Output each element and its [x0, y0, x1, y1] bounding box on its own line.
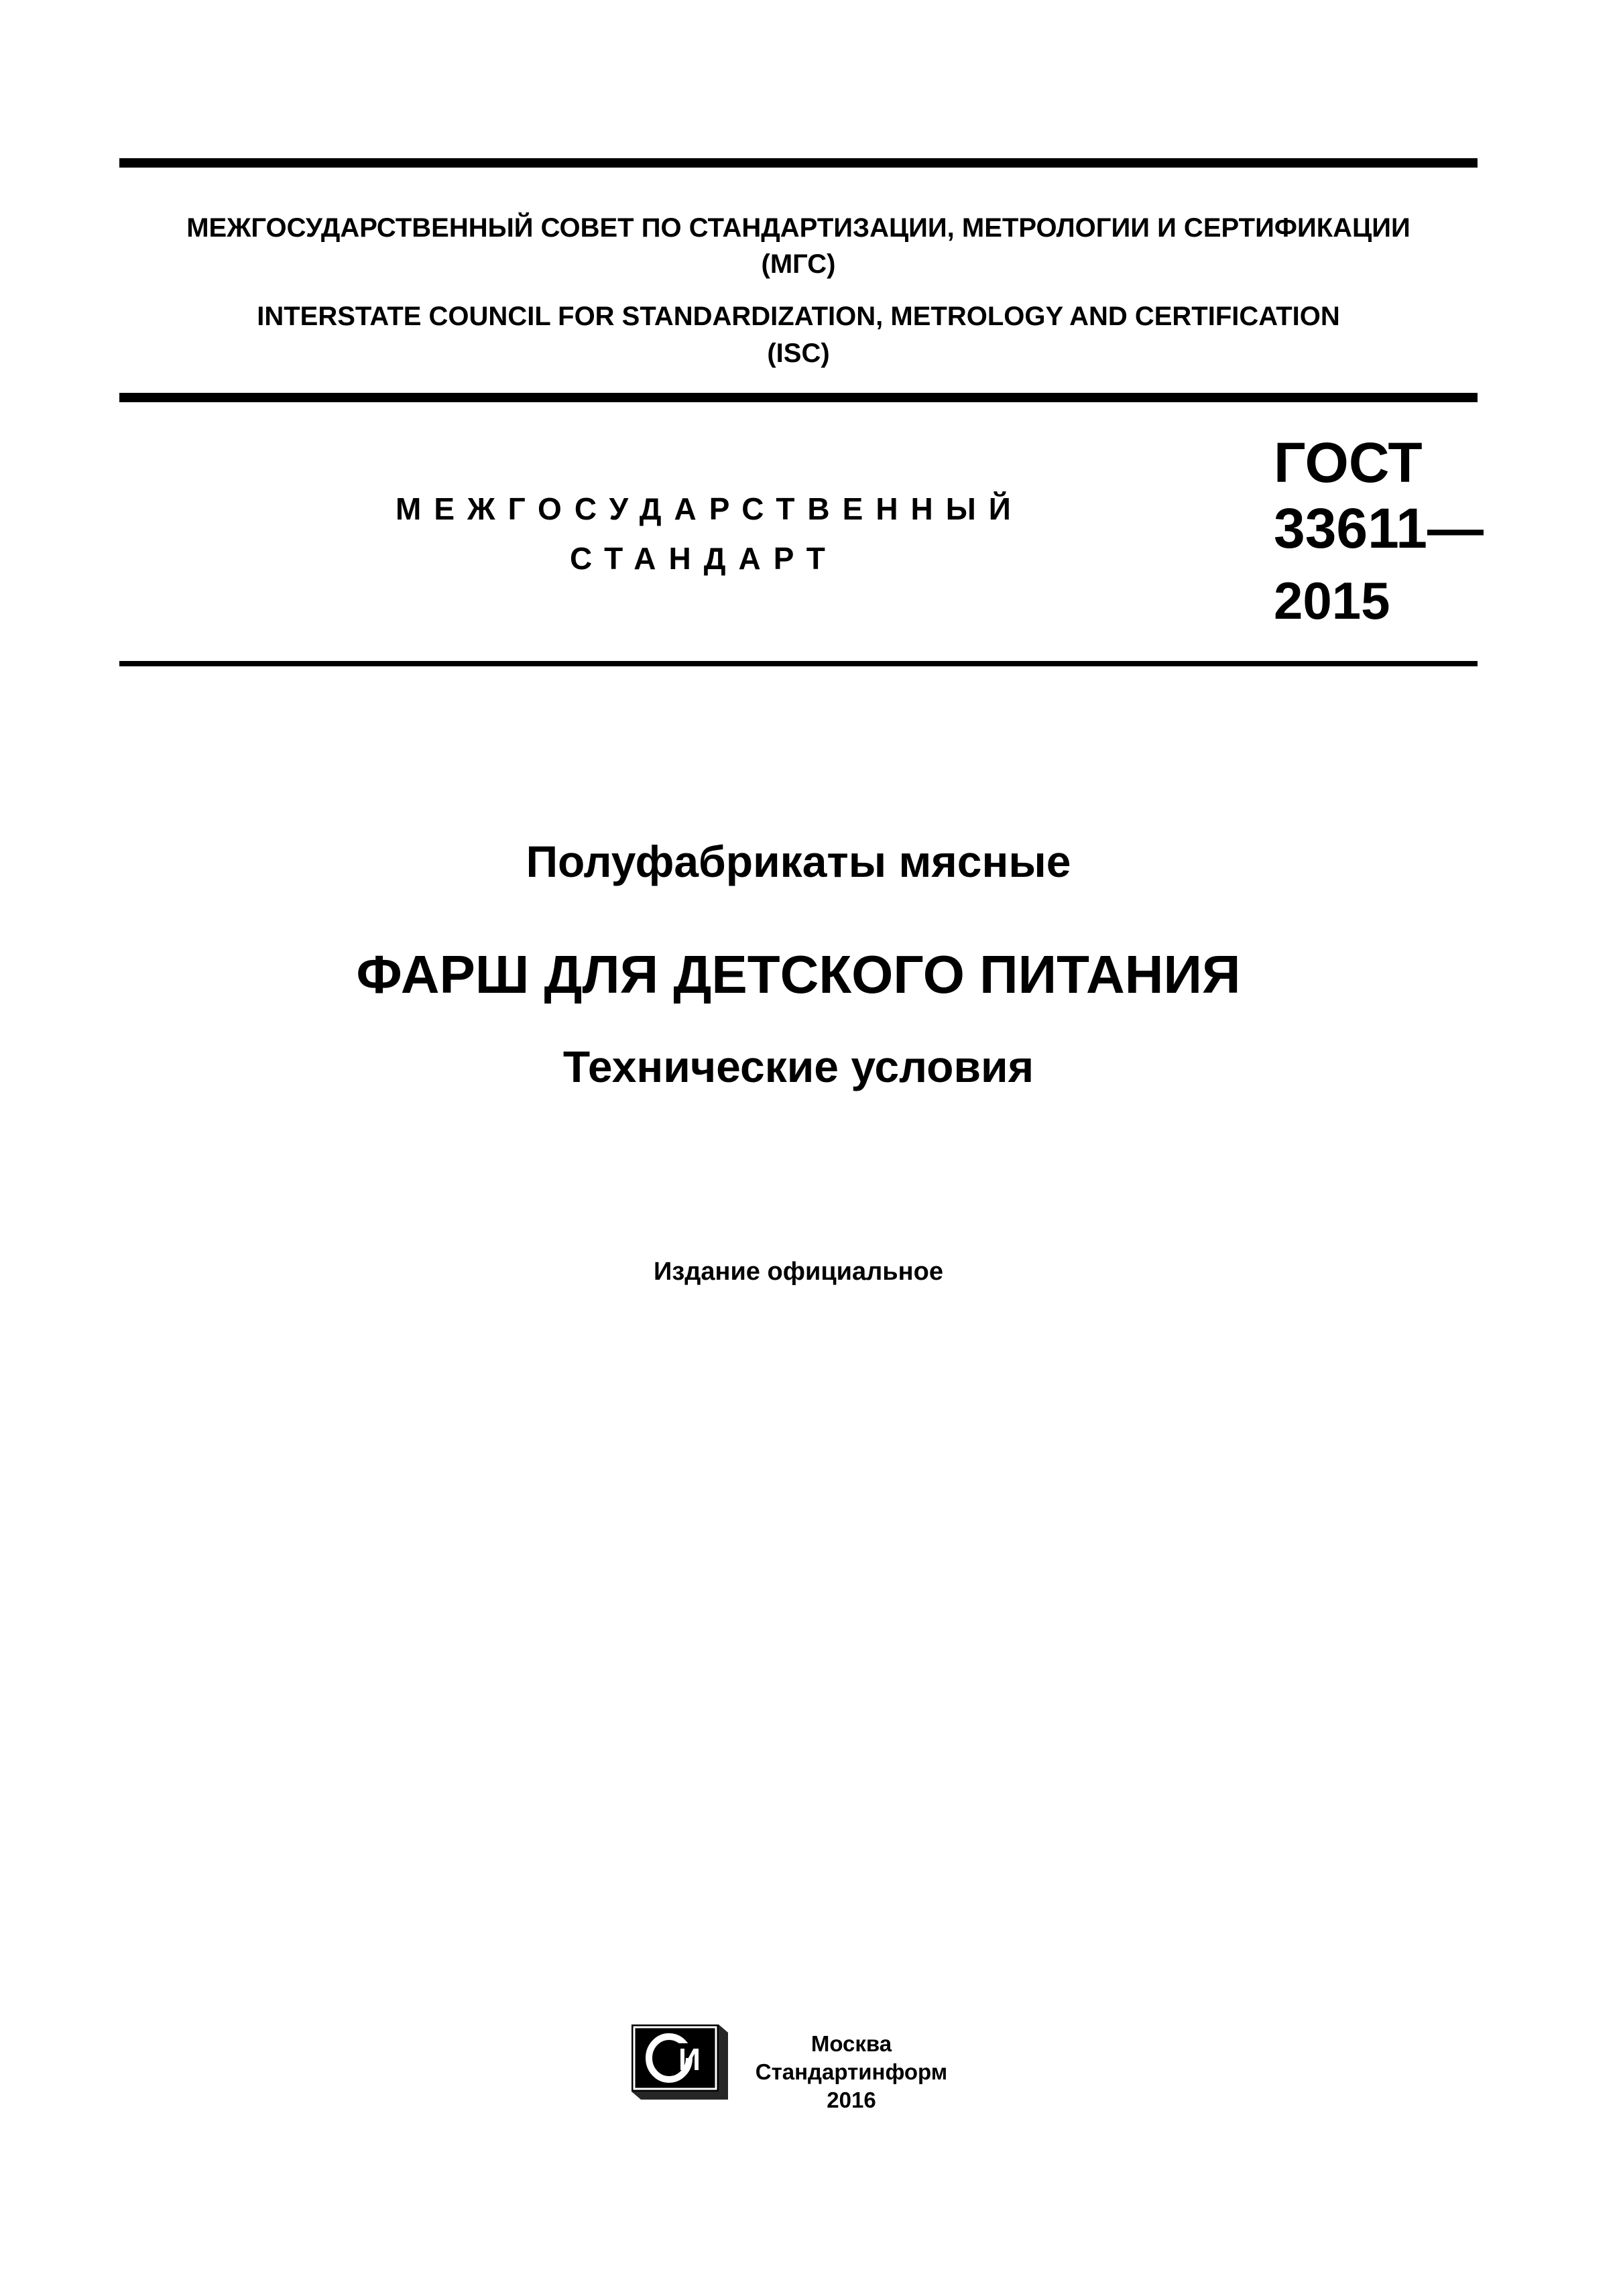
council-name-en: INTERSTATE COUNCIL FOR STANDARDIZATION, METROLOGY AND CERTIFICATION [257, 302, 1340, 331]
council-abbr-en: (ISC) [767, 339, 830, 368]
svg-text:И: И [678, 2042, 701, 2077]
publisher-city: Москва [810, 2031, 892, 2056]
council-name-ru: МЕЖГОСУДАРСТВЕННЫЙ СОВЕТ ПО СТАНДАРТИЗАЦИИ, МЕТРОЛОГИИ И СЕРТИФИКАЦИИ [186, 213, 1410, 243]
edition-note: Издание официальное [654, 1258, 943, 1286]
council-abbr-ru: (МГС) [761, 249, 836, 279]
document-subtitle: Технические условия [562, 1042, 1034, 1091]
gost-year: 2015 [1274, 571, 1390, 630]
document-category: Полуфабрикаты мясные [526, 837, 1071, 886]
publisher-name: Стандартинформ [755, 2059, 948, 2084]
publisher-year: 2016 [827, 2088, 876, 2112]
document-title: ФАРШ ДЛЯ ДЕТСКОГО ПИТАНИЯ [356, 945, 1241, 1004]
top-rule [119, 158, 1478, 168]
gost-number: 33611— [1274, 497, 1484, 560]
standard-type-line1: МЕЖГОСУДАРСТВЕННЫЙ [396, 491, 1024, 526]
designation-bottom-rule [119, 661, 1478, 666]
gost-label: ГОСТ [1274, 431, 1423, 494]
standartinform-logo-icon [630, 2023, 729, 2101]
standard-type-line2: СТАНДАРТ [570, 541, 838, 576]
header-bottom-rule [119, 393, 1478, 402]
